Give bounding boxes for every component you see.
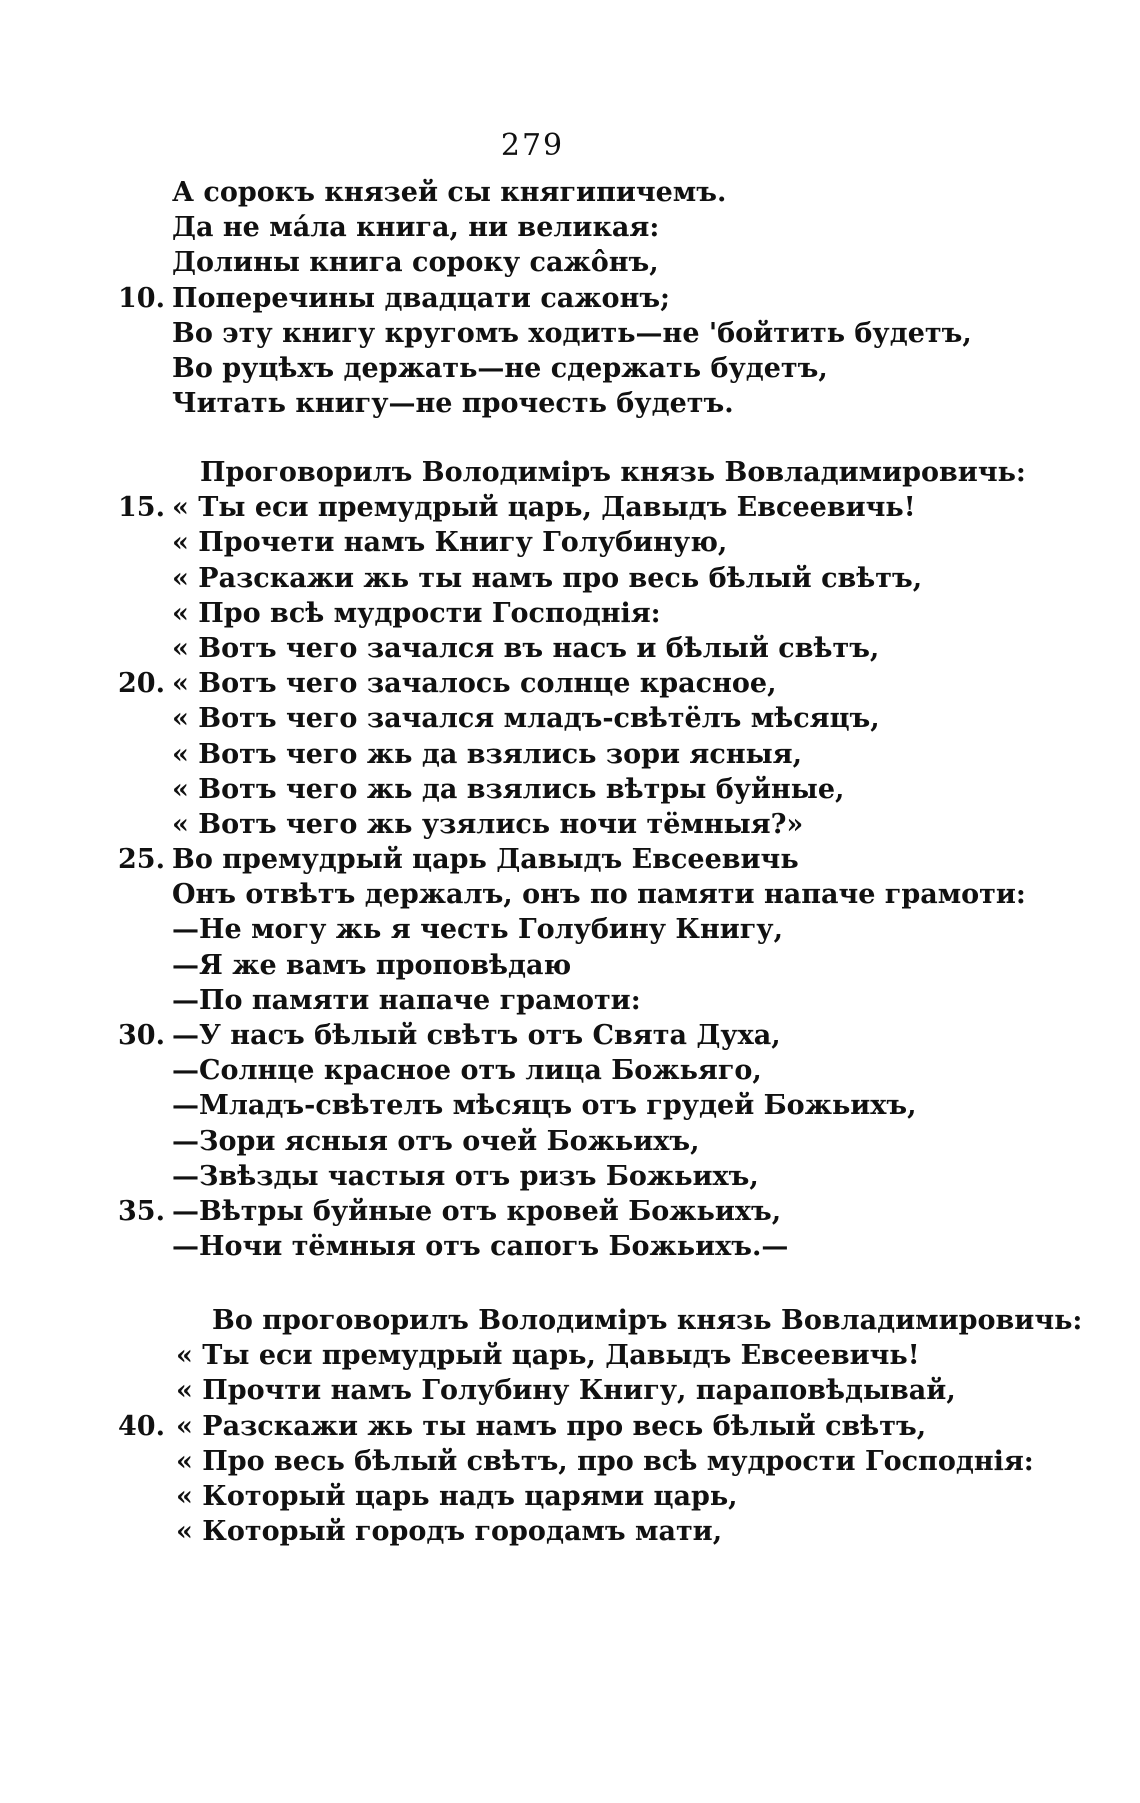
verse-text: —Я же вамъ проповѣдаю xyxy=(172,949,572,981)
verse-text: —Ночи тёмныя отъ сапогъ Божьихъ.— xyxy=(172,1231,789,1263)
verse-text: « Прочети намъ Книгу Голубиную, xyxy=(172,527,728,559)
verse-line xyxy=(0,175,1140,210)
verse-line xyxy=(0,631,1140,666)
verse-text: « Вотъ чего жь да взялись зори ясныя, xyxy=(172,738,802,770)
verse-text: —Солнце красное отъ лица Божьяго, xyxy=(172,1055,762,1087)
verse-line xyxy=(0,245,1140,280)
verse-text: « Прочти намъ Голубину Книгу, параповѣдывай, xyxy=(176,1375,956,1407)
verse-text: —Вѣтры буйные отъ кровей Божьихъ, xyxy=(172,1195,782,1227)
verse-line xyxy=(0,1409,1140,1444)
verse-line xyxy=(0,772,1140,807)
verse-text: Во проговорилъ Володимiръ князь Вовладимировичь: xyxy=(212,1305,1083,1336)
line-number: 35. xyxy=(118,1195,165,1227)
verse-line xyxy=(0,455,1140,490)
verse-line xyxy=(0,912,1140,947)
verse-line xyxy=(0,701,1140,736)
verse-text: Читать книгу—не прочесть будетъ. xyxy=(172,388,734,420)
verse-line xyxy=(0,948,1140,983)
verse-text: « Который городъ городамъ мати, xyxy=(176,1516,723,1548)
verse-text: « Вотъ чего зачался младъ-свѣтёлъ мѣсяцъ, xyxy=(172,703,880,735)
line-number: 10. xyxy=(118,282,165,314)
verse-text: —Младъ-свѣтелъ мѣсяцъ отъ грудей Божьихъ, xyxy=(172,1090,917,1122)
verse-line xyxy=(0,983,1140,1018)
verse-text: « Разскажи жь ты намъ про весь бѣлый свѣтъ, xyxy=(172,562,923,594)
verse-line xyxy=(0,666,1140,701)
verse-text: « Вотъ чего зачалось солнце красное, xyxy=(172,668,777,700)
verse-text: « Ты еси премудрый царь, Давыдъ Евсеевичь! xyxy=(176,1340,920,1372)
verse-text: « Про весь бѣлый свѣтъ, про всѣ мудрости Господнiя: xyxy=(176,1445,1034,1477)
verse-line xyxy=(0,877,1140,912)
verse-line xyxy=(0,1444,1140,1479)
line-number: 25. xyxy=(118,844,165,876)
verse-text: Долины книга сороку сажо̂нъ, xyxy=(172,247,659,279)
verse-line xyxy=(0,561,1140,596)
verse-line xyxy=(0,316,1140,351)
verse-line xyxy=(0,1373,1140,1408)
verse-line xyxy=(0,1018,1140,1053)
verse-line xyxy=(0,1053,1140,1088)
verse-text: —У насъ бѣлый свѣтъ отъ Свята Духа, xyxy=(172,1020,781,1051)
line-number: 30. xyxy=(118,1020,165,1051)
verse-text: —Звѣзды частыя отъ ризъ Божьихъ, xyxy=(172,1160,759,1192)
verse-text: Во руцѣхъ держать—не сдержать будетъ, xyxy=(172,352,828,384)
verse-line xyxy=(0,842,1140,877)
verse-line xyxy=(0,1124,1140,1159)
stanza-3 xyxy=(0,1303,1140,1549)
verse-text: Проговорилъ Володимiръ князь Вовладимировичь: xyxy=(200,457,1026,488)
verse-line xyxy=(0,351,1140,386)
verse-line xyxy=(0,490,1140,525)
verse-line xyxy=(0,1088,1140,1123)
verse-line xyxy=(0,1303,1140,1338)
verse-line xyxy=(0,210,1140,245)
verse-line xyxy=(0,596,1140,631)
verse-text: А сорокъ князей сы княгипичемъ. xyxy=(172,177,727,208)
verse-text: Поперечины двадцати сажонъ; xyxy=(172,282,671,314)
verse-text: —Зори ясныя отъ очей Божьихъ, xyxy=(172,1125,700,1157)
verse-line xyxy=(0,1479,1140,1514)
page-number: 279 xyxy=(500,128,565,163)
verse-text: Да не мáла книга, ни великая: xyxy=(172,212,660,244)
verse-text: —Не могу жь я честь Голубину Книгу, xyxy=(172,914,783,946)
verse-text: « Про всѣ мудрости Господнiя: xyxy=(172,597,661,629)
verse-text: Во эту книгу кругомъ ходить—не 'бойтить будетъ, xyxy=(172,317,972,349)
verse-line xyxy=(0,807,1140,842)
line-number: 20. xyxy=(118,668,165,700)
verse-line xyxy=(0,386,1140,421)
verse-text: « Вотъ чего зачался въ насъ и бѣлый свѣтъ, xyxy=(172,632,880,664)
verse-text: « Ты еси премудрый царь, Давыдъ Евсеевичь! xyxy=(172,492,916,524)
verse-text: Во премудрый царь Давыдъ Евсеевичь xyxy=(172,844,799,876)
verse-line xyxy=(0,525,1140,560)
verse-text: « Вотъ чего жь узялись ночи тёмныя?» xyxy=(172,808,804,840)
verse-line xyxy=(0,1514,1140,1549)
stanza-1 xyxy=(0,175,1140,421)
verse-text: « Разскажи жь ты намъ про весь бѣлый свѣтъ, xyxy=(176,1410,927,1442)
verse-text: Онъ отвѣтъ держалъ, онъ по памяти напаче грамоти: xyxy=(172,879,1026,911)
verse-line xyxy=(0,1229,1140,1264)
verse-line xyxy=(0,737,1140,772)
verse-text: —По памяти напаче грамоти: xyxy=(172,984,641,1016)
verse-text: « Вотъ чего жь да взялись вѣтры буйные, xyxy=(172,773,845,805)
verse-text: « Который царь надъ царями царь, xyxy=(176,1480,738,1512)
verse-line xyxy=(0,1159,1140,1194)
stanza-2 xyxy=(0,455,1140,1264)
verse-line xyxy=(0,1338,1140,1373)
verse-line xyxy=(0,281,1140,316)
line-number: 40. xyxy=(118,1410,165,1442)
line-number: 15. xyxy=(118,492,165,524)
verse-line xyxy=(0,1194,1140,1229)
